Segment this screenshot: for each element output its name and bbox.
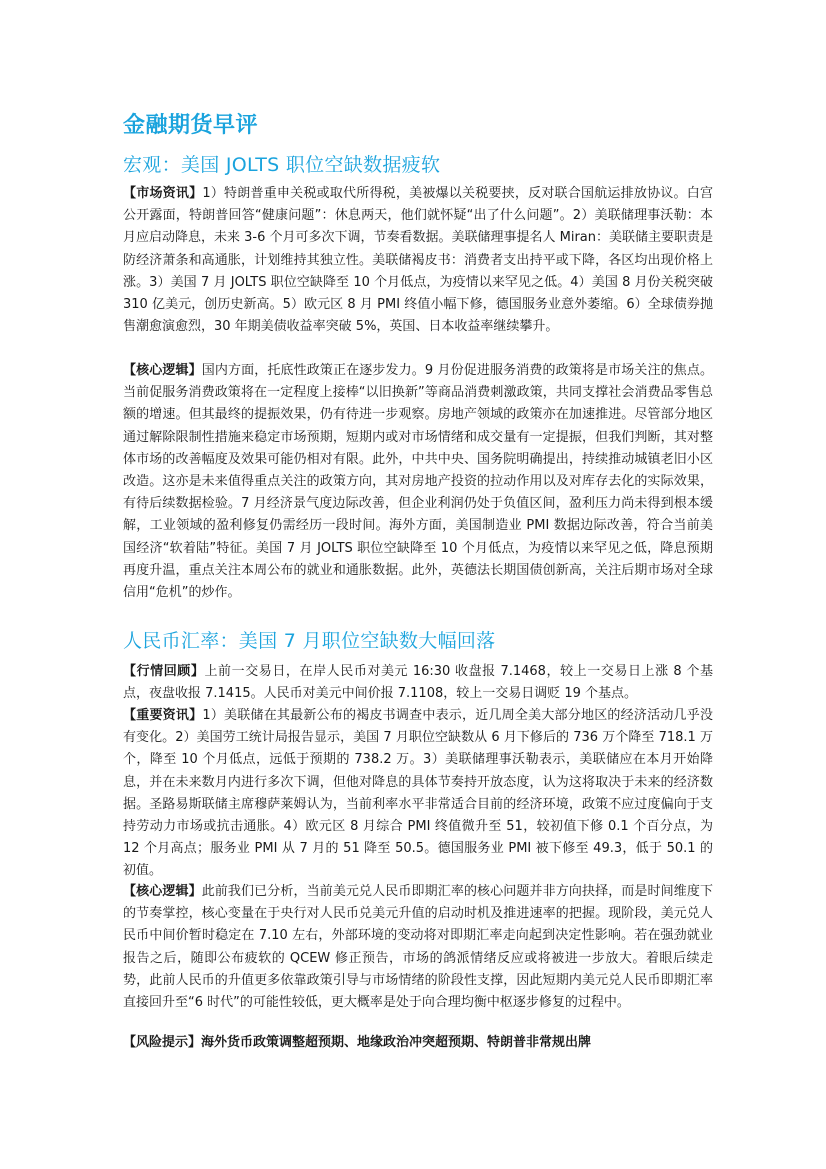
paragraph-text: 上前一交易日，在岸人民币对美元 16:30 收盘报 7.1468，较上一交易日上涨 8 个基点，夜盘收报 7.1415。人民币对美元中间价报 7.1108，较上一交易日调贬 19 个基点。 (123, 664, 713, 702)
rmb-key-news-paragraph (123, 705, 713, 883)
rmb-risk-warning-paragraph (123, 1032, 713, 1054)
rmb-market-review-paragraph (123, 661, 713, 705)
section-heading-rmb: 人民币汇率：美国 7 月职位空缺数大幅回落 (123, 630, 496, 652)
paragraph-text: 国内方面，托底性政策正在逐步发力。9 月份促进服务消费的政策将是市场关注的焦点。当前促服务消费政策将在一定程度上接棒“以旧换新”等商品消费刺激政策，共同支撑社会消费品零售总额的增速。但其最终的提振效果，仍有待进一步观察。房地产领域的政策亦在加速推进。尽管部分地区通过解除限制性措施来稳定市场预期，短期内或对市场情绪和成交量有一定提振，但我们判断，其对整体市场的改善幅度及效果可能仍相对有限。此外，中共中央、国务院明确提出，持续推动城镇老旧小区改造。这亦是未来值得重点关注的政策方向，其对房地产投资的拉动作用以及对库存去化的实际效果，有待后续数据检验。7 月经济景气度边际改善，但企业利润仍处于负值区间，盈利压力尚未得到根本缓解，工业领域的盈利修复仍需经历一段时间。海外方面，美国制造业 PMI 数据边际改善，符合当前美国经济“软着陆”特征。美国 7 月 JOLTS 职位空缺降至 10 个月低点，为疫情以来罕见之低，降息预期再度升温，重点关注本周公布的就业和通胀数据。此外，英德法长期国债创新高，关注后期市场对全球信用“危机”的炒作。 (123, 363, 713, 601)
paragraph-tag: 【风险提示】 (123, 1035, 202, 1050)
paragraph-tag: 【行情回顾】 (123, 664, 205, 679)
paragraph-text: 1）美联储在其最新公布的褐皮书调查中表示，近几周全美大部分地区的经济活动几乎没有变化。2）美国劳工统计局报告显示，美国 7 月职位空缺数从 6 月下修后的 736 万个降至 718.1 万个，降至 10 个月低点，远低于预期的 738.2 万。3）美联储理事沃勒表示，美联储应在本月开始降息，并在未来数月内进行多次下调，但他对降息的具体节奏持开放态度，认为这将取决于未来的经济数据。圣路易斯联储主席穆萨莱姆认为，当前利率水平非常适合目前的经济环境，政策不应过度偏向于支持劳动力市场或抗击通胀。4）欧元区 8 月综合 PMI 终值微升至 51，较初值下修 0.1 个百分点，为 12 个月高点；服务业 PMI 从 7 月的 51 降至 50.5。德国服务业 PMI 被下修至 49.3，低于 50.1 的初值。 (123, 708, 713, 879)
macro-market-news-paragraph (123, 183, 713, 338)
paragraph-tag: 【重要资讯】 (123, 708, 203, 723)
paragraph-text: 海外货币政策调整超预期、地缘政治冲突超预期、特朗普非常规出牌 (201, 1035, 592, 1050)
rmb-core-logic-paragraph (123, 881, 713, 1014)
paragraph-text: 1）特朗普重申关税或取代所得税，美被爆以关税要挟，反对联合国航运排放协议。白宫公开露面，特朗普回答“健康问题”：休息两天，他们就怀疑“出了什么问题”。2）美联储理事沃勒：本月应启动降息，未来 3-6 个月可多次下调，节奏看数据。美联储理事提名人 Miran：美联储主要职责是防经济萧条和高通胀，计划维持其独立性。美联储褐皮书：消费者支出持平或下降，各区均出现价格上涨。3）美国 7 月 JOLTS 职位空缺降至 10 个月低点，为疫情以来罕见之低。4）美国 8 月份关税突破 310 亿美元，创历史新高。5）欧元区 8 月 PMI 终值小幅下修，德国服务业意外萎缩。6）全球债券抛售潮愈演愈烈，30 年期美债收益率突破 5%，英国、日本收益率继续攀升。 (123, 186, 714, 335)
paragraph-tag: 【市场资讯】 (123, 186, 203, 201)
document-title: 金融期货早评 (123, 113, 259, 138)
paragraph-tag: 【核心逻辑】 (123, 884, 202, 899)
macro-core-logic-paragraph (123, 360, 713, 604)
paragraph-tag: 【核心逻辑】 (123, 363, 202, 378)
paragraph-text: 此前我们已分析，当前美元兑人民币即期汇率的核心问题并非方向抉择，而是时间维度下的节奏掌控，核心变量在于央行对人民币兑美元升值的启动时机及推进速率的把握。现阶段，美元兑人民币中间价暂时稳定在 7.10 左右，外部环境的变动将对即期汇率走向起到决定性影响。若在强劲就业报告之后，随即公布疲软的 QCEW 修正预告，市场的鸽派情绪反应或将被进一步放大。着眼后续走势，此前人民币的升值更多依靠政策引导与市场情绪的阶段性支撑，因此短期内美元兑人民币即期汇率直接回升至“6 时代”的可能性较低，更大概率是处于向合理均衡中枢逐步修复的过程中。 (123, 884, 713, 1011)
section-heading-macro: 宏观：美国 JOLTS 职位空缺数据疲软 (123, 154, 441, 176)
